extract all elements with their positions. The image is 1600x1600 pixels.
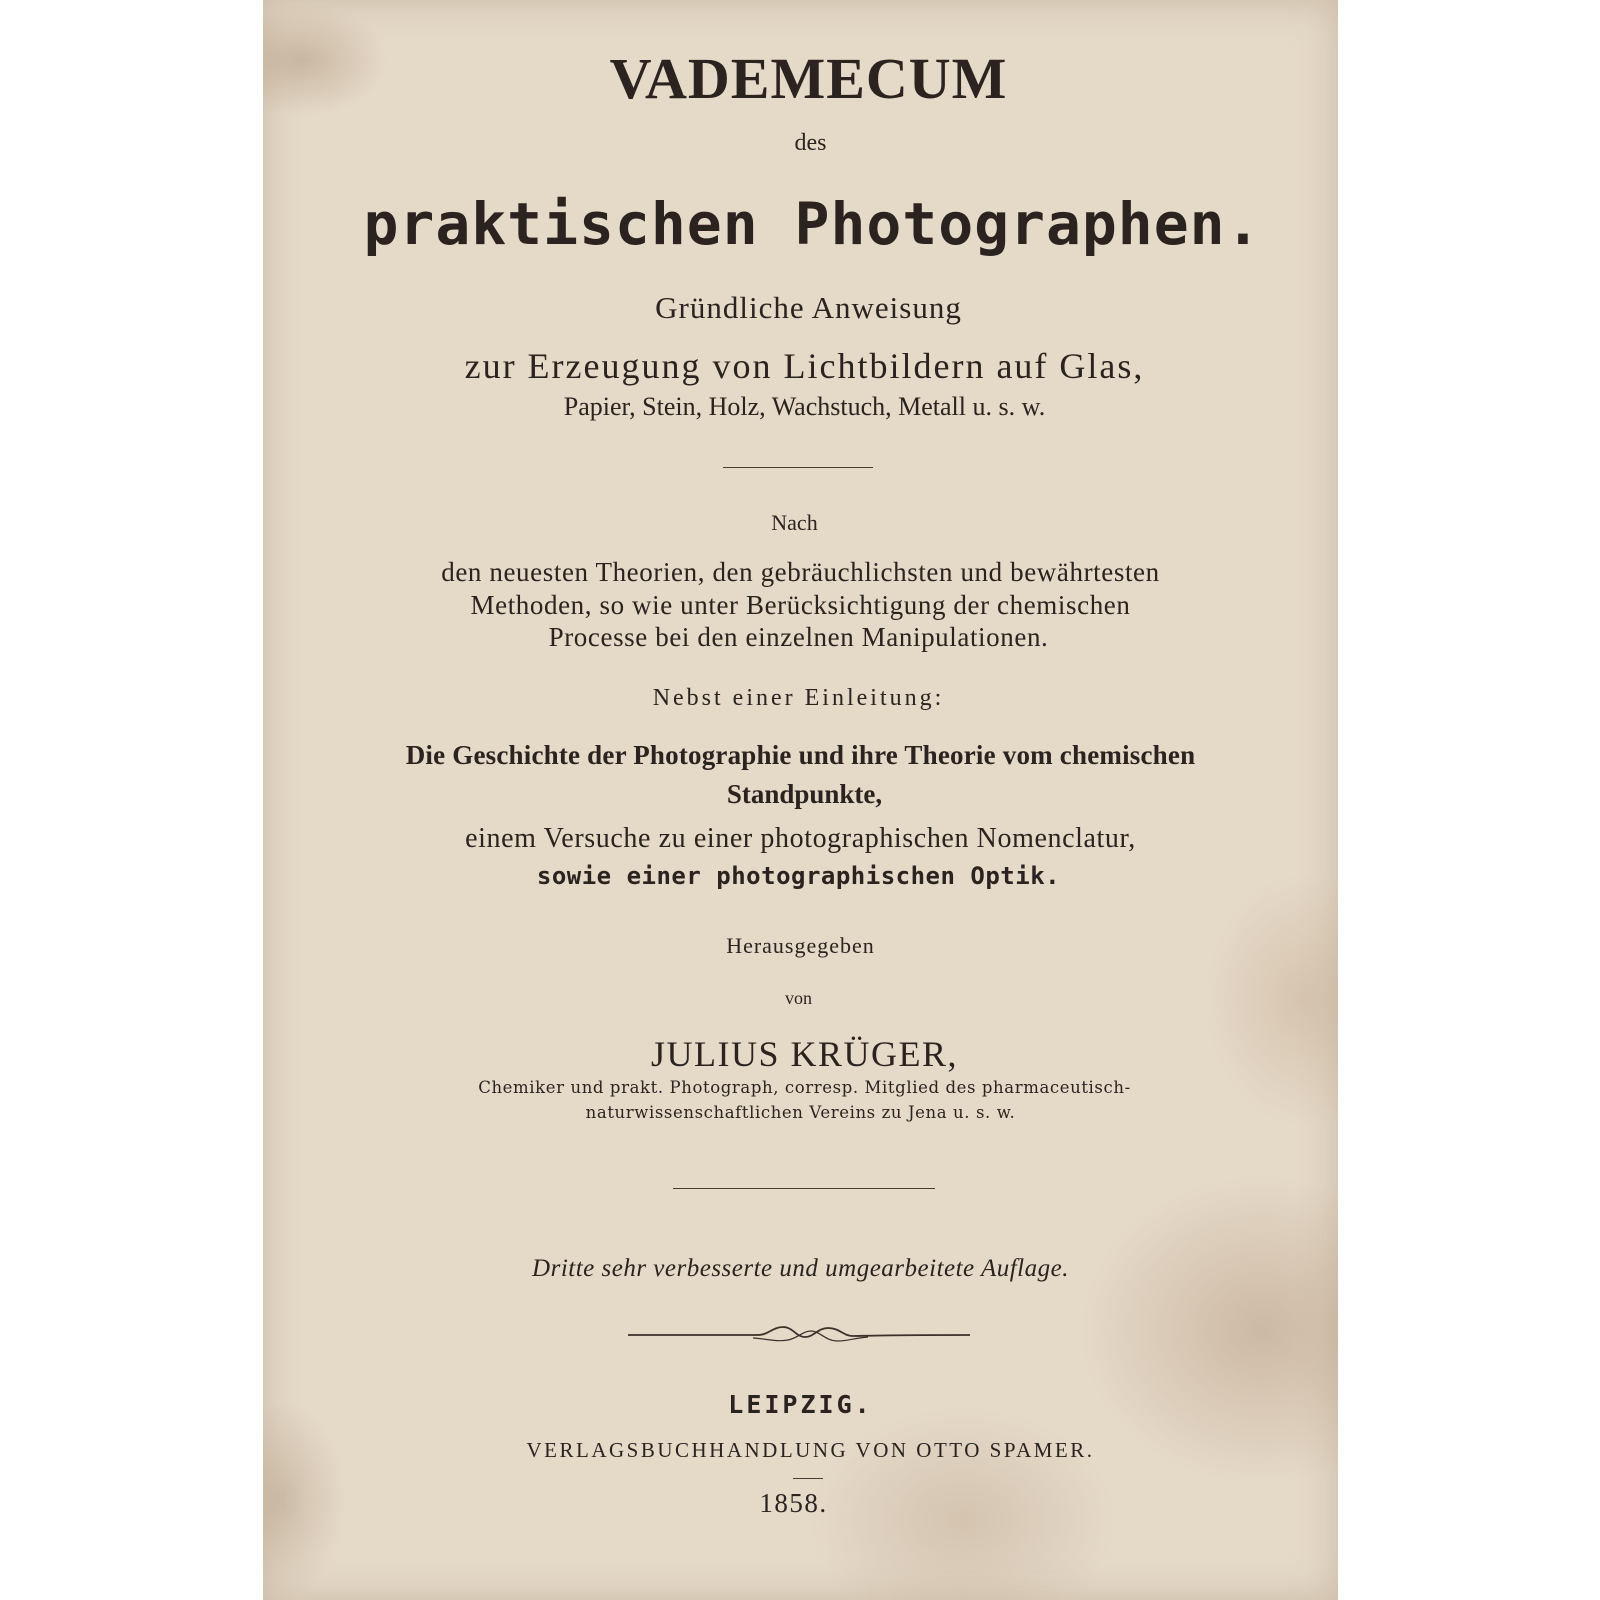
zur-line: zur Erzeugung von Lichtbildern auf Glas, (464, 346, 1145, 386)
des-text: des (794, 130, 827, 156)
city: LEIPZIG. (728, 1390, 873, 1419)
nach-text: Nach (771, 510, 818, 535)
papier-line: Papier, Stein, Holz, Wachstuch, Metall u. s. w. (563, 392, 1046, 421)
geschichte-line: Standpunkte, (726, 779, 883, 809)
versuche-line: einem Versuche zu einer photographischen Nomenclatur, (465, 823, 1136, 854)
publisher: VERLAGSBUCHHANDLUNG VON OTTO SPAMER. (526, 1438, 1095, 1462)
main-title: VADEMECUM (609, 46, 1008, 111)
divider-rule (673, 1188, 935, 1189)
affiliation-line: naturwissenschaftlichen Vereins zu Jena u. s. w. (585, 1103, 1016, 1122)
theory-line: Methoden, so wie unter Berücksichtigung der chemischen (470, 590, 1131, 620)
year: 1858. (759, 1488, 828, 1518)
geschichte-line: Die Geschichte der Photographie und ihre Theorie vom chemischen (405, 740, 1196, 770)
ornament-flourish (628, 1320, 970, 1350)
nebst-text: Nebst einer Einleitung: (652, 685, 945, 711)
theory-line: Processe bei den einzelnen Manipulationen. (548, 622, 1049, 652)
sowie-line: sowie einer photographischen Optik. (536, 862, 1061, 890)
von-text: von (785, 988, 812, 1008)
author-name: JULIUS KRÜGER, (650, 1034, 958, 1074)
divider-rule (723, 467, 873, 468)
subtitle: praktischen Photographen. (363, 190, 1262, 258)
grundliche-line: Gründliche Anweisung (655, 290, 962, 325)
edition-text: Dritte sehr verbesserte und umgearbeitete Auflage. (532, 1255, 1069, 1282)
affiliation-line: Chemiker und prakt. Photograph, corresp. Mitglied des pharmaceutisch- (478, 1078, 1131, 1097)
herausgegeben-text: Herausgegeben (726, 933, 875, 958)
divider-rule (793, 1478, 823, 1479)
title-page (263, 0, 1338, 1600)
theory-line: den neuesten Theorien, den gebräuchlichsten und bewährtesten (441, 557, 1160, 587)
